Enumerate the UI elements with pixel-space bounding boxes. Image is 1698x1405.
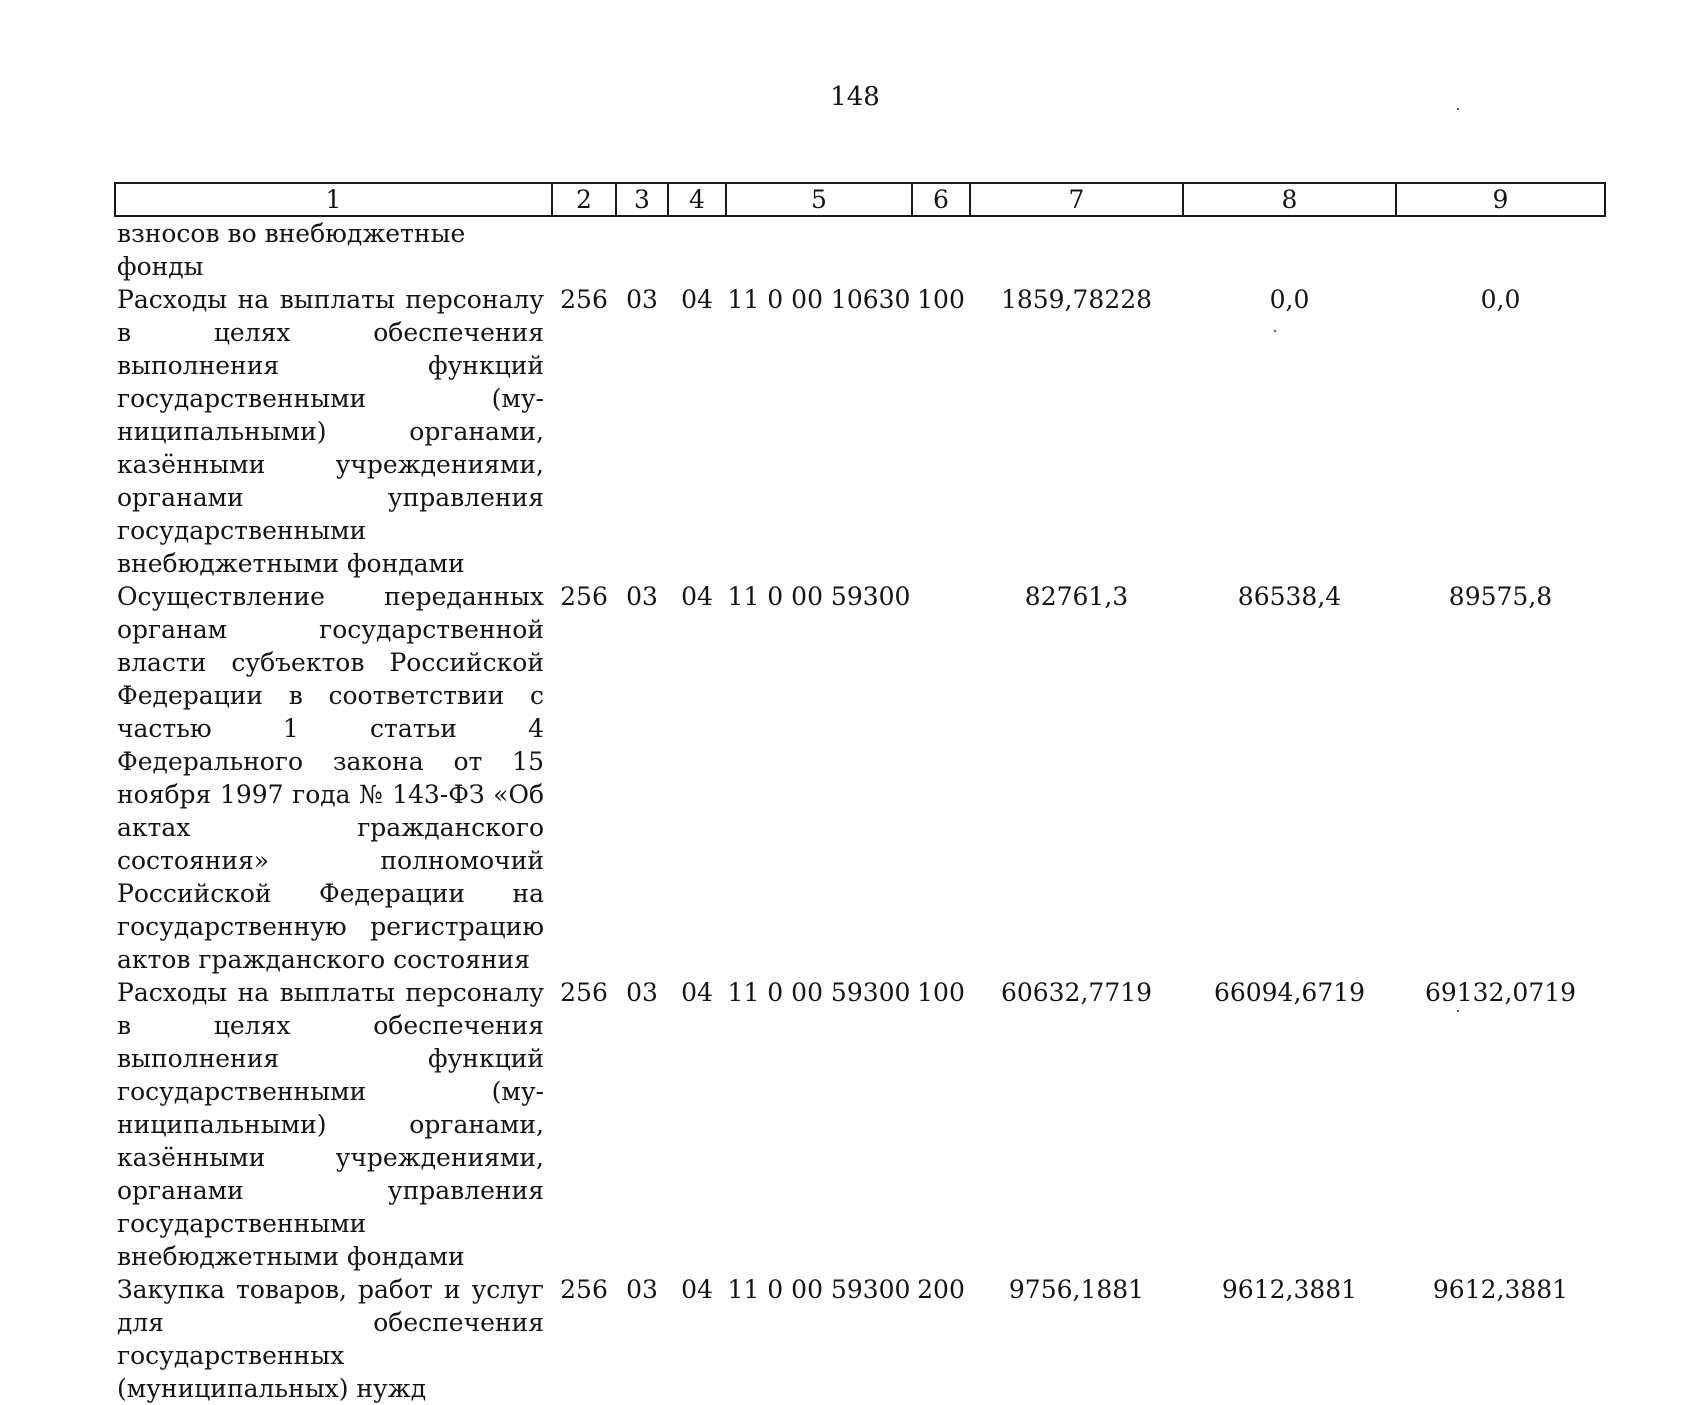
cell-amount-year3 [1396,216,1605,283]
column-header-4: 4 [668,183,726,216]
table-row [115,1273,1605,1405]
cell-amount-year2: 86538,4 [1237,582,1342,611]
cell-admin-code: 256 [560,285,608,314]
table-row [115,216,1605,283]
cell-expense-type: 200 [917,1275,965,1304]
cell-subsection: 04 [681,978,713,1007]
cell-amount-year3: 0,0 [1480,285,1521,314]
column-header-9: 9 [1396,183,1605,216]
cell-section: 03 [626,285,658,314]
cell-amount-year1 [970,216,1183,283]
row-description: Расходы на выплаты персоналу в целях обеспечения выполнения функций государственными (муниципальными) органами, казёнными учреждениями, органами управления государственными внебюджетными фондами [117,285,544,578]
cell-amount-year2: 0,0 [1269,285,1310,314]
cell-expense-type [912,580,970,976]
row-description: Осуществление переданных органам государственной власти субъектов Российской Федерации в соответствии с частью 1 статьи 4 Федерального закона от 15 ноября 1997 года № 143-ФЗ «Об актах гражданского состояния» полномочий Российской Федерации на государственную регистрацию актов гражданского состояния [117,582,544,974]
cell-admin-code: 256 [560,582,608,611]
cell-subsection: 04 [681,1275,713,1304]
cell-target-article [726,216,912,283]
cell-expense-type: 100 [917,978,965,1007]
cell-expense-type: 100 [917,285,965,314]
row-description: Закупка товаров, работ и услуг для обеспечения государственных (муниципальных) нужд [117,1275,544,1403]
table-row [115,976,1605,1273]
cell-subsection: 04 [681,582,713,611]
cell-section: 03 [626,1275,658,1304]
cell-amount-year3: 89575,8 [1448,582,1553,611]
cell-amount-year1: 9756,1881 [1008,1275,1145,1304]
row-description: Расходы на выплаты персоналу в целях обеспечения выполнения функций государственными (муниципальными) органами, казёнными учреждениями, органами управления государственными внебюджетными фондами [117,978,544,1271]
cell-subsection: 04 [681,285,713,314]
cell-section: 03 [626,582,658,611]
row-description: взносов во внебюджетные фонды [117,219,466,281]
column-header-1: 1 [115,183,552,216]
cell-admin-code: 256 [560,978,608,1007]
cell-subsection [668,216,726,283]
column-header-3: 3 [616,183,668,216]
cell-amount-year3: 69132,0719 [1424,978,1577,1007]
column-header-6: 6 [912,183,970,216]
cell-amount-year2: 66094,6719 [1213,978,1366,1007]
table-row [115,283,1605,580]
cell-expense-type [912,216,970,283]
budget-table [114,182,1606,1405]
cell-target-article: 11 0 00 10630 [727,285,911,314]
cell-amount-year1: 60632,7719 [1000,978,1153,1007]
column-header-7: 7 [970,183,1183,216]
cell-section [616,216,668,283]
column-header-8: 8 [1183,183,1396,216]
column-header-2: 2 [552,183,616,216]
cell-target-article: 11 0 00 59300 [727,582,911,611]
cell-amount-year3: 9612,3881 [1432,1275,1569,1304]
cell-amount-year2: 9612,3881 [1221,1275,1358,1304]
cell-target-article: 11 0 00 59300 [727,1275,911,1304]
page-number: 148 [830,82,880,112]
column-header-5: 5 [726,183,912,216]
cell-amount-year1: 82761,3 [1024,582,1129,611]
cell-admin-code [552,216,616,283]
cell-section: 03 [626,978,658,1007]
cell-admin-code: 256 [560,1275,608,1304]
cell-amount-year1: 1859,78228 [1000,285,1153,314]
cell-amount-year2 [1183,216,1396,283]
table-header-row [115,183,1605,216]
table-row [115,580,1605,976]
scan-speck [1457,108,1459,110]
cell-target-article: 11 0 00 59300 [727,978,911,1007]
